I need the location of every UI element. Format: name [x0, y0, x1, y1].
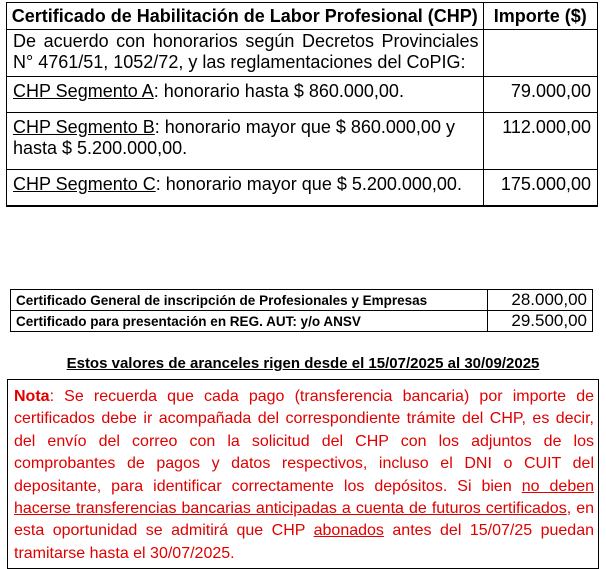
segment-c-amount: 175.000,00: [483, 170, 597, 207]
segment-b-amount: 112.000,00: [483, 113, 597, 170]
validity-notice: Estos valores de aranceles rigen desde el 15/07/2025 al 30/09/2025: [66, 355, 540, 372]
segment-b-text: : honorario mayor que $ 860.000,00 y hasta $ 5.200.000,00.: [13, 117, 455, 158]
intro-row: [7, 30, 598, 77]
note-box: [7, 379, 599, 569]
intro-text: De acuerdo con honorarios según Decretos Provinciales N° 4761/51, 1052/72, y las reglamentaciones del CoPIG:: [7, 30, 484, 77]
header-amount: Importe ($): [483, 3, 597, 30]
note-underline-1: no deben hacerse transferencias bancarias anticipadas a cuenta de futuros certificados: [14, 477, 595, 518]
segment-b-description: [7, 113, 484, 170]
segment-a-description: [7, 77, 484, 113]
segment-a-text: : honorario hasta $ 860.000,00.: [153, 81, 404, 101]
note-text-3: antes del 15/07/25 puedan tramitarse hasta el 30/07/2025.: [14, 522, 594, 562]
reg-aut-certificate-amount: 29.500,00: [488, 311, 593, 332]
segment-c-name: CHP Segmento C: [13, 174, 156, 194]
table-row: [11, 290, 593, 311]
table-row: [7, 113, 598, 170]
note-underline-2: abonados: [313, 522, 384, 540]
note-text-1: : Se recuerda que cada pago (transferencia bancaria) por importe de certificados debe ir acompañada del correspondiente trámite del CHP, es decir, del envío del correo con la solicitud del CHP con los adjuntos de los comprobantes de pagos y datos respectivos, incluso el DNI o CUIT del depositante, para identificar correctamente los depósitos. Si bien: [14, 388, 594, 495]
segment-c-description: [7, 170, 484, 207]
certificates-table: [10, 289, 593, 332]
reg-aut-certificate-label: Certificado para presentación en REG. AUT: y/o ANSV: [11, 311, 488, 332]
note-label: Nota: [14, 388, 50, 405]
general-certificate-label: Certificado General de inscripción de Profesionales y Empresas: [11, 290, 488, 311]
intro-amount-empty: [483, 30, 597, 77]
table-row: [7, 170, 598, 207]
chp-fees-table: [6, 2, 598, 207]
table-row: [7, 77, 598, 113]
table-row: [11, 311, 593, 332]
segment-a-name: CHP Segmento A: [13, 81, 154, 101]
header-description: Certificado de Habilitación de Labor Profesional (CHP): [7, 3, 484, 30]
segment-c-text: : honorario mayor que $ 5.200.000,00.: [155, 174, 462, 194]
segment-a-amount: 79.000,00: [483, 77, 597, 113]
segment-b-name: CHP Segmento B: [13, 117, 155, 137]
general-certificate-amount: 28.000,00: [488, 290, 593, 311]
note-text-2: , en esta oportunidad se admitirá que CHP: [14, 500, 594, 540]
table-header-row: [7, 3, 598, 30]
